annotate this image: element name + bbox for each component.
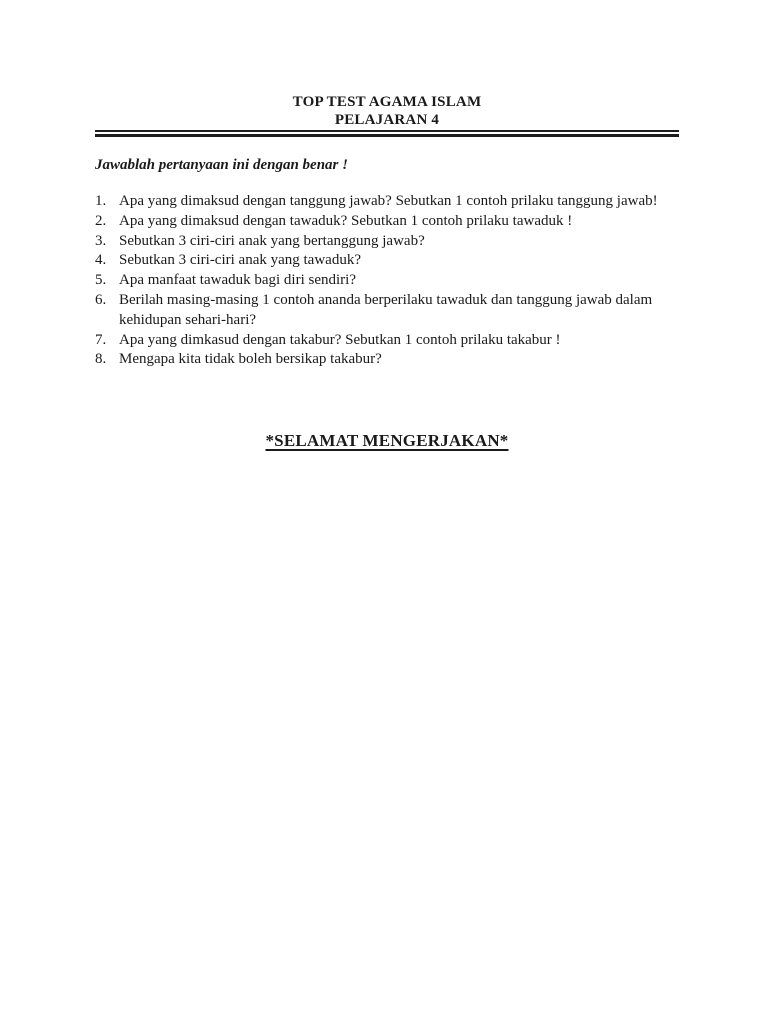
closing-message: *SELAMAT MENGERJAKAN*	[265, 431, 509, 451]
question-item-4: Sebutkan 3 ciri-ciri anak yang tawaduk?	[119, 252, 361, 269]
document-title-line-1: TOP TEST AGAMA ISLAM	[292, 94, 482, 110]
page-content	[0, 0, 768, 451]
question-item-5: Apa manfaat tawaduk bagi diri sendiri?	[119, 272, 356, 289]
document-title-line-2: PELAJARAN 4	[334, 112, 440, 128]
question-item-6: Berilah masing-masing 1 contoh ananda berperilaku tawaduk dan tanggung jawab dalam kehidupan sehari-hari?	[119, 291, 653, 328]
question-item-1: Apa yang dimaksud dengan tanggung jawab? Sebutkan 1 contoh prilaku tanggung jawab!	[119, 193, 658, 209]
question-item-2: Apa yang dimaksud dengan tawaduk? Sebutkan 1 contoh prilaku tawaduk !	[119, 212, 573, 229]
questions-list	[95, 192, 679, 370]
question-item-8: Mengapa kita tidak boleh bersikap takabur?	[119, 351, 382, 368]
document-title	[95, 93, 679, 129]
title-divider-rule	[95, 130, 679, 137]
instruction-heading: Jawablah pertanyaan ini dengan benar !	[95, 157, 348, 173]
question-item-3: Sebutkan 3 ciri-ciri anak yang bertanggung jawab?	[119, 232, 425, 249]
question-item-7: Apa yang dimkasud dengan takabur? Sebutkan 1 contoh prilaku takabur !	[119, 331, 561, 348]
